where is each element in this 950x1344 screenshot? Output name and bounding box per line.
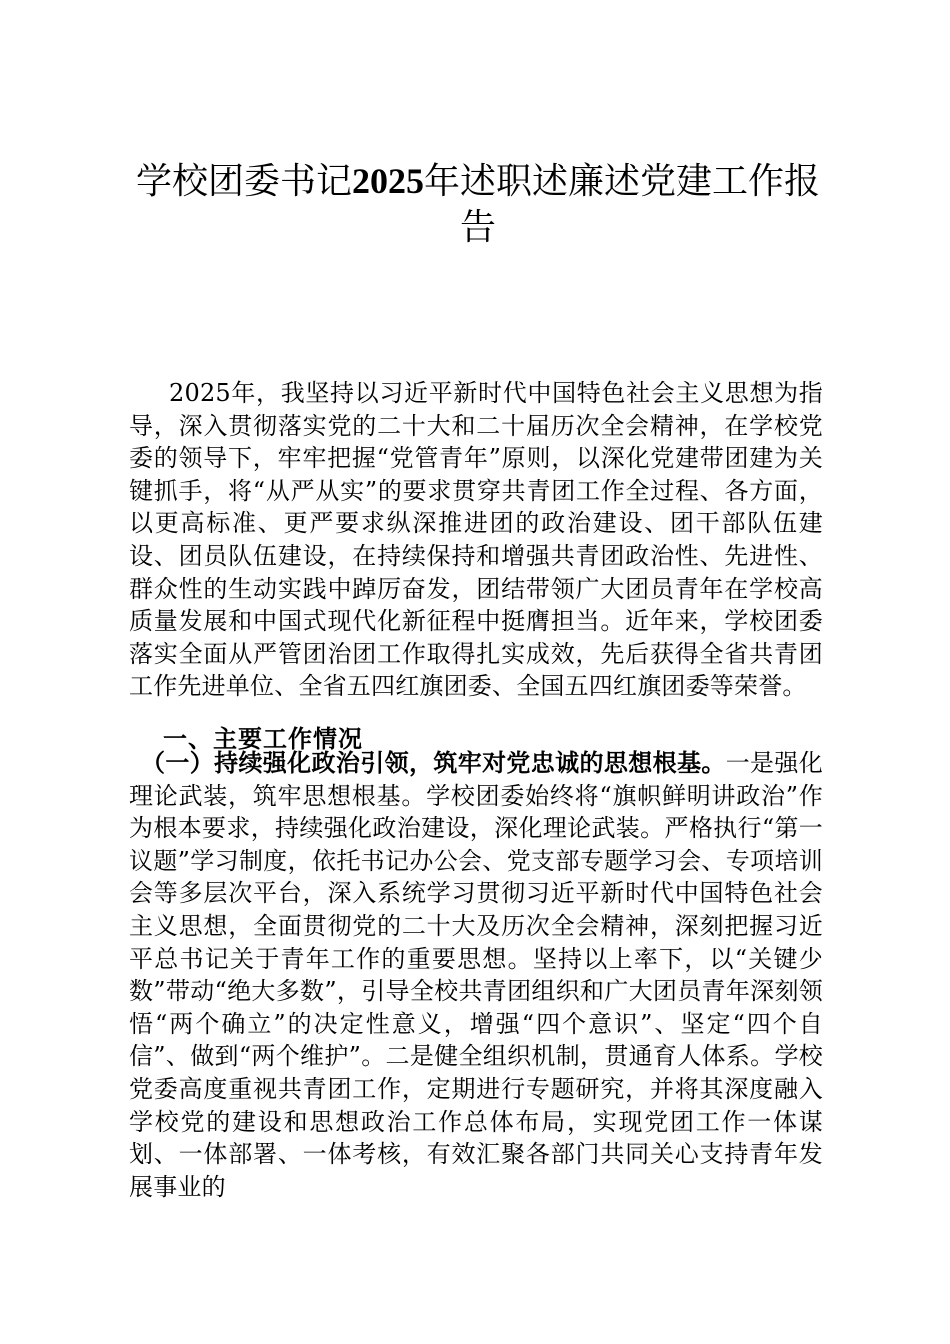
title-part-1: 学校团委书记 xyxy=(135,161,352,202)
document-title xyxy=(128,158,828,251)
section-heading-1: 一、主要工作情况 xyxy=(163,724,363,753)
subsection-paragraph-1 xyxy=(129,747,823,1203)
subsection-body: 一是强化理论武装，筑牢思想根基。学校团委始终将“旗帜鲜明讲政治”作为根本要求，持续强化政治建设，深化理论武装。严格执行“第一议题”学习制度，依托书记办公会、党支部专题学习会、专项培训会等多层次平台，深入系统学习贯彻习近平新时代中国特色社会主义思想，全面贯彻党的二十大及历次全会精神，深刻把握习近平总书记关于青年工作的重要思想。坚持以上率下，以“关键少数”带动“绝大多数”，引导全校共青团组织和广大团员青年深刻领悟“两个确立”的决定性意义，增强“四个意识”、坚定“四个自信”、做到“两个维护”。二是健全组织机制，贯通育人体系。学校党委高度重视共青团工作，定期进行专题研究，并将其深度融入学校党的建设和思想政治工作总体布局，实现党团工作一体谋划、一体部署、一体考核，有效汇聚各部门共同关心支持青年发展事业的 xyxy=(129,749,823,1201)
intro-paragraph: 2025年，我坚持以习近平新时代中国特色社会主义思想为指导，深入贯彻落实党的二十大和二十届历次全会精神，在学校党委的领导下，牢牢把握“党管青年”原则，以深化党建带团建为关键抓手，将“从严从实”的要求贯穿共青团工作全过程、各方面，以更高标准、更严要求纵深推进团的政治建设、团干部队伍建设、团员队伍建设，在持续保持和增强共青团政治性、先进性、群众性的生动实践中踔厉奋发，团结带领广大团员青年在学校高质量发展和中国式现代化新征程中挺膺担当。近年来，学校团委落实全面从严管团治团工作取得扎实成效，先后获得全省共青团工作先进单位、全省五四红旗团委、全国五四红旗团委等荣誉。 xyxy=(129,379,823,701)
title-part-2: 年述职述廉述党建工作报告 xyxy=(424,161,821,248)
title-year: 2025 xyxy=(352,161,424,201)
subsection-lead: （一）持续强化政治引领，筑牢对党忠诚的思想根基。 xyxy=(141,748,726,777)
